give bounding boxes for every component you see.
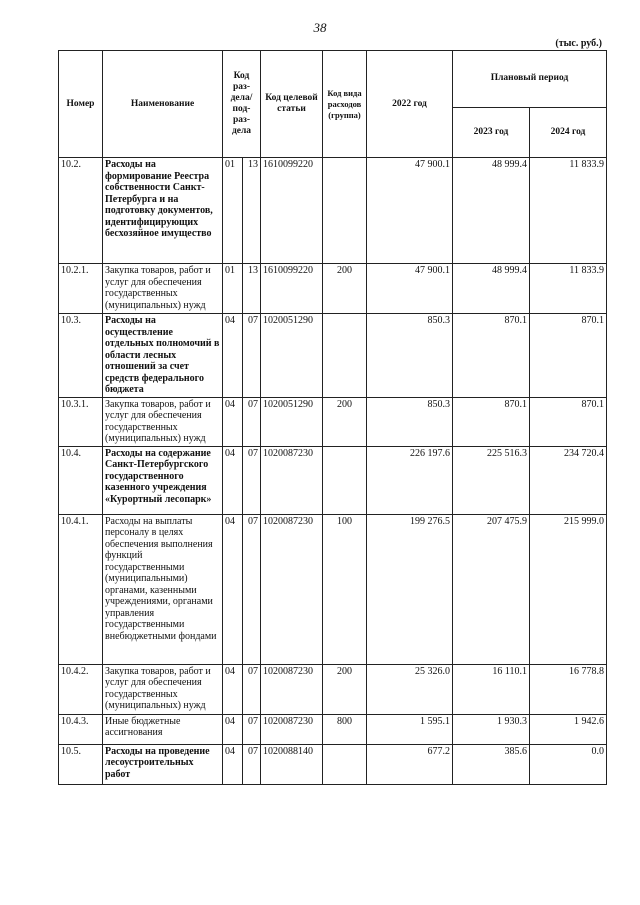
row-razdel: 04 <box>223 744 243 784</box>
row-value-2024: 870.1 <box>530 397 607 446</box>
row-razdel: 04 <box>223 714 243 744</box>
table-row <box>59 158 607 264</box>
row-expense-type <box>323 314 367 398</box>
row-expense-type <box>323 158 367 264</box>
row-value-2022: 47 900.1 <box>367 264 453 314</box>
row-name: Закупка товаров, работ и услуг для обеспечения государственных (муниципальных) нужд <box>103 397 223 446</box>
row-number: 10.4.3. <box>59 714 103 744</box>
row-number: 10.2.1. <box>59 264 103 314</box>
row-name: Расходы на формирование Реестра собственности Санкт-Петербурга и на подготовку документов, идентифицирующих бесхозяйное имущество <box>103 158 223 264</box>
row-target-code: 1610099220 <box>261 158 323 264</box>
row-target-code: 1610099220 <box>261 264 323 314</box>
row-value-2023: 16 110.1 <box>453 664 530 714</box>
header-target: Код целевой статьи <box>261 51 323 158</box>
table-row <box>59 714 607 744</box>
row-name: Расходы на проведение лесоустроительных работ <box>103 744 223 784</box>
row-expense-type: 200 <box>323 264 367 314</box>
row-value-2024: 11 833.9 <box>530 264 607 314</box>
row-razdel: 01 <box>223 264 243 314</box>
row-target-code: 1020051290 <box>261 397 323 446</box>
row-expense-type: 800 <box>323 714 367 744</box>
table-row <box>59 397 607 446</box>
table-row <box>59 664 607 714</box>
header-name: Наименование <box>103 51 223 158</box>
row-number: 10.2. <box>59 158 103 264</box>
row-target-code: 1020087230 <box>261 514 323 664</box>
row-name: Расходы на выплаты персоналу в целях обеспечения выполнения функций государственными (муниципальными) органами, казенными учреждениями, органами управления государственными внебюджетными фондами <box>103 514 223 664</box>
row-target-code: 1020087230 <box>261 714 323 744</box>
row-expense-type <box>323 744 367 784</box>
row-name: Закупка товаров, работ и услуг для обеспечения государственных (муниципальных) нужд <box>103 264 223 314</box>
row-expense-type <box>323 446 367 514</box>
header-number: Номер <box>59 51 103 158</box>
row-value-2023: 225 516.3 <box>453 446 530 514</box>
row-value-2022: 25 326.0 <box>367 664 453 714</box>
row-razdel: 04 <box>223 514 243 664</box>
page-number: 38 <box>313 20 327 35</box>
row-value-2022: 850.3 <box>367 397 453 446</box>
row-name: Расходы на осуществление отдельных полномочий в области лесных отношений за счет средств федерального бюджета <box>103 314 223 398</box>
units-label: (тыс. руб.) <box>555 38 602 49</box>
row-podrazdel: 07 <box>243 664 261 714</box>
row-value-2022: 850.3 <box>367 314 453 398</box>
row-target-code: 1020051290 <box>261 314 323 398</box>
table-row <box>59 514 607 664</box>
header-2024: 2024 год <box>530 107 607 157</box>
budget-table <box>58 50 607 785</box>
table-row <box>59 744 607 784</box>
row-value-2024: 1 942.6 <box>530 714 607 744</box>
row-value-2022: 677.2 <box>367 744 453 784</box>
table-row <box>59 314 607 398</box>
row-expense-type: 200 <box>323 397 367 446</box>
row-value-2023: 870.1 <box>453 314 530 398</box>
header-2022: 2022 год <box>367 51 453 158</box>
row-name: Иные бюджетные ассигнования <box>103 714 223 744</box>
header-planned-period: Плановый период <box>453 51 607 108</box>
row-value-2023: 385.6 <box>453 744 530 784</box>
row-value-2024: 0.0 <box>530 744 607 784</box>
row-razdel: 01 <box>223 158 243 264</box>
row-expense-type: 200 <box>323 664 367 714</box>
row-podrazdel: 13 <box>243 158 261 264</box>
table-row <box>59 264 607 314</box>
row-number: 10.4.1. <box>59 514 103 664</box>
row-podrazdel: 13 <box>243 264 261 314</box>
table-row <box>59 446 607 514</box>
row-target-code: 1020088140 <box>261 744 323 784</box>
row-number: 10.5. <box>59 744 103 784</box>
row-number: 10.4. <box>59 446 103 514</box>
row-value-2023: 1 930.3 <box>453 714 530 744</box>
header-expense-type: Код вида расходов (группа) <box>323 51 367 158</box>
row-number: 10.4.2. <box>59 664 103 714</box>
row-podrazdel: 07 <box>243 714 261 744</box>
row-value-2022: 1 595.1 <box>367 714 453 744</box>
row-name: Расходы на содержание Санкт-Петербургского государственного казенного учреждения «Курортный лесопарк» <box>103 446 223 514</box>
row-value-2024: 234 720.4 <box>530 446 607 514</box>
row-razdel: 04 <box>223 664 243 714</box>
row-name: Закупка товаров, работ и услуг для обеспечения государственных (муниципальных) нужд <box>103 664 223 714</box>
row-value-2024: 11 833.9 <box>530 158 607 264</box>
row-podrazdel: 07 <box>243 314 261 398</box>
row-number: 10.3.1. <box>59 397 103 446</box>
row-value-2022: 226 197.6 <box>367 446 453 514</box>
header-2023: 2023 год <box>453 107 530 157</box>
row-podrazdel: 07 <box>243 446 261 514</box>
row-target-code: 1020087230 <box>261 664 323 714</box>
header-section: Код раз-дела/ под-раз-дела <box>223 51 261 158</box>
row-value-2022: 47 900.1 <box>367 158 453 264</box>
row-podrazdel: 07 <box>243 397 261 446</box>
budget-table-body <box>59 158 607 785</box>
row-razdel: 04 <box>223 446 243 514</box>
row-expense-type: 100 <box>323 514 367 664</box>
row-number: 10.3. <box>59 314 103 398</box>
row-value-2023: 48 999.4 <box>453 158 530 264</box>
row-razdel: 04 <box>223 397 243 446</box>
row-value-2024: 870.1 <box>530 314 607 398</box>
row-value-2023: 207 475.9 <box>453 514 530 664</box>
row-target-code: 1020087230 <box>261 446 323 514</box>
row-value-2024: 215 999.0 <box>530 514 607 664</box>
row-value-2023: 870.1 <box>453 397 530 446</box>
row-razdel: 04 <box>223 314 243 398</box>
row-value-2024: 16 778.8 <box>530 664 607 714</box>
row-podrazdel: 07 <box>243 744 261 784</box>
row-value-2022: 199 276.5 <box>367 514 453 664</box>
row-podrazdel: 07 <box>243 514 261 664</box>
row-value-2023: 48 999.4 <box>453 264 530 314</box>
